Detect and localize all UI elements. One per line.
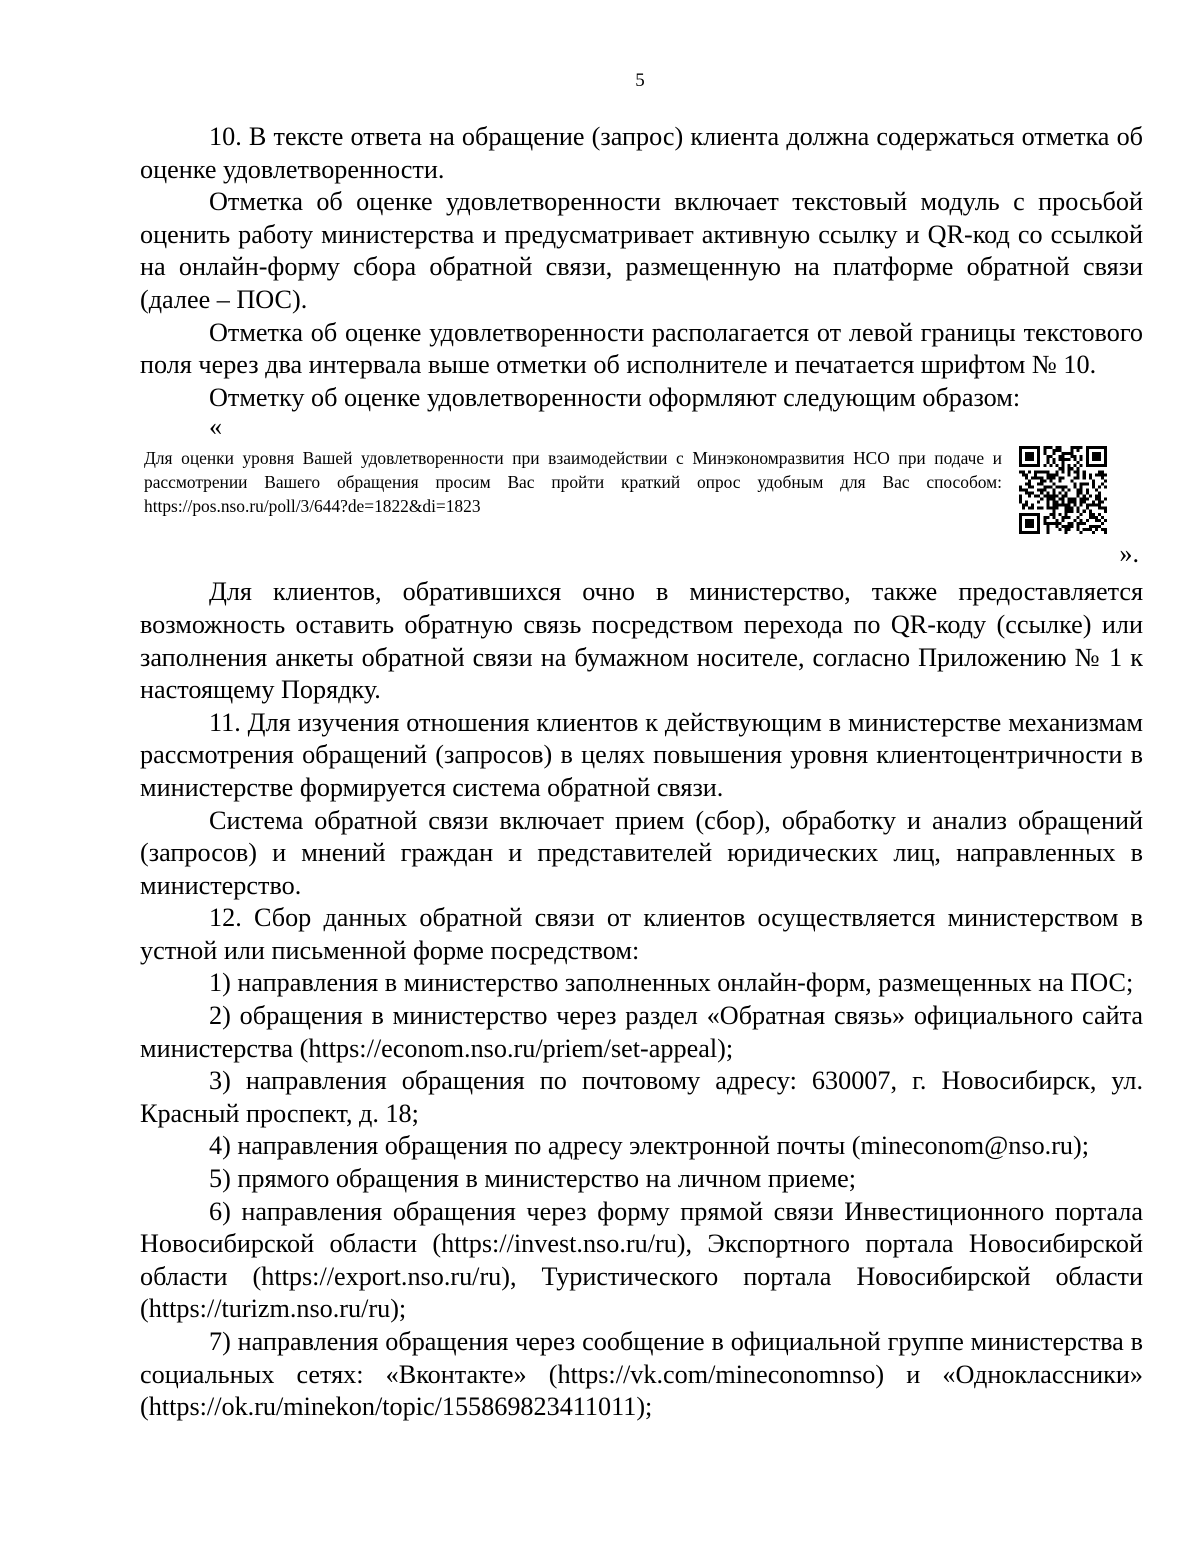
list-item-4: 4) направления обращения по адресу электронной почты (mineconom@nso.ru); bbox=[209, 1131, 1090, 1161]
list-item-7: 7) направления обращения через сообщение в официальной группе министерства в социальных сетях: «Вконтакте» (https://vk.com/mineconomnso) и «Одноклассники» (https://ok.ru/minekon/topic/155869823411011); bbox=[140, 1327, 1143, 1422]
satisfaction-mark-example bbox=[140, 446, 1143, 538]
list-item-3: 3) направления обращения по почтовому адресу: 630007, г. Новосибирск, ул. Красный проспект, д. 18; bbox=[140, 1066, 1143, 1128]
document-body bbox=[140, 121, 1143, 1424]
paragraph-mark-format: Отметку об оценке удовлетворенности оформляют следующим образом: bbox=[209, 382, 1021, 412]
paragraph-mark-position: Отметка об оценке удовлетворенности располагается от левой границы текстового поля через два интервала выше отметки об исполнителе и печатается шрифтом № 10. bbox=[140, 317, 1143, 380]
paragraphs-after-mark bbox=[140, 576, 1143, 1423]
list-item-2: 2) обращения в министерство через раздел «Обратная связь» официального сайта министерства (https://econom.nso.ru/priem/set-appeal); bbox=[140, 1001, 1143, 1063]
page-number: 5 bbox=[635, 70, 645, 91]
close-quote: ». bbox=[1119, 539, 1139, 569]
paragraph-feedback-system: Система обратной связи включает прием (сбор), обработку и анализ обращений (запросов) и мнений граждан и представителей юридических лиц, направленных в министерство. bbox=[140, 805, 1143, 900]
paragraph-12: 12. Сбор данных обратной связи от клиентов осуществляется министерством в устной или письменной форме посредством: bbox=[140, 903, 1143, 965]
paragraph-10: 10. В тексте ответа на обращение (запрос) клиента должна содержаться отметка об оценке удовлетворенности. bbox=[140, 122, 1143, 184]
list-item-5: 5) прямого обращения в министерство на личном приеме; bbox=[209, 1164, 857, 1194]
list-item-6: 6) направления обращения через форму прямой связи Инвестиционного портала Новосибирской области (https://invest.nso.ru/ru), Экспортного портала Новосибирской области (https://export.nso.ru/ru), Туристического портала Новосибирской области (https://turizm.nso.ru/ru); bbox=[140, 1196, 1143, 1324]
paragraph-in-person-clients: Для клиентов, обратившихся очно в министерство, также предоставляется возможность оставить обратную связь посредством перехода по QR-коду (ссылке) или заполнения анкеты обратной связи на бумажном носителе, согласно Приложению № 1 к настоящему Порядку. bbox=[140, 577, 1143, 705]
list-item-1: 1) направления в министерство заполненных онлайн-форм, размещенных на ПОС; bbox=[209, 968, 1134, 998]
satisfaction-mark-text: Для оценки уровня Вашей удовлетворенности при взаимодействии с Минэкономразвития НСО при подаче и рассмотрении Вашего обращения просим Вас пройти краткий опрос удобным для Вас способом: https://pos.nso.ru/poll/3/644?de=1822&di=1823 bbox=[144, 448, 1002, 517]
paragraph-mark-description: Отметка об оценке удовлетворенности включает текстовый модуль с просьбой оценить работу министерства и предусматривает активную ссылку и QR-код со ссылкой на онлайн-форму сбора обратной связи, размещенную на платформе обратной связи (далее – ПОС). bbox=[140, 187, 1143, 314]
open-quote: « bbox=[209, 412, 223, 442]
qr-code-icon bbox=[1019, 446, 1107, 534]
paragraph-11: 11. Для изучения отношения клиентов к действующим в министерстве механизмам рассмотрения обращений (запросов) в целях повышения уровня клиентоцентричности в министерстве формируется система обратной связи. bbox=[140, 707, 1143, 802]
